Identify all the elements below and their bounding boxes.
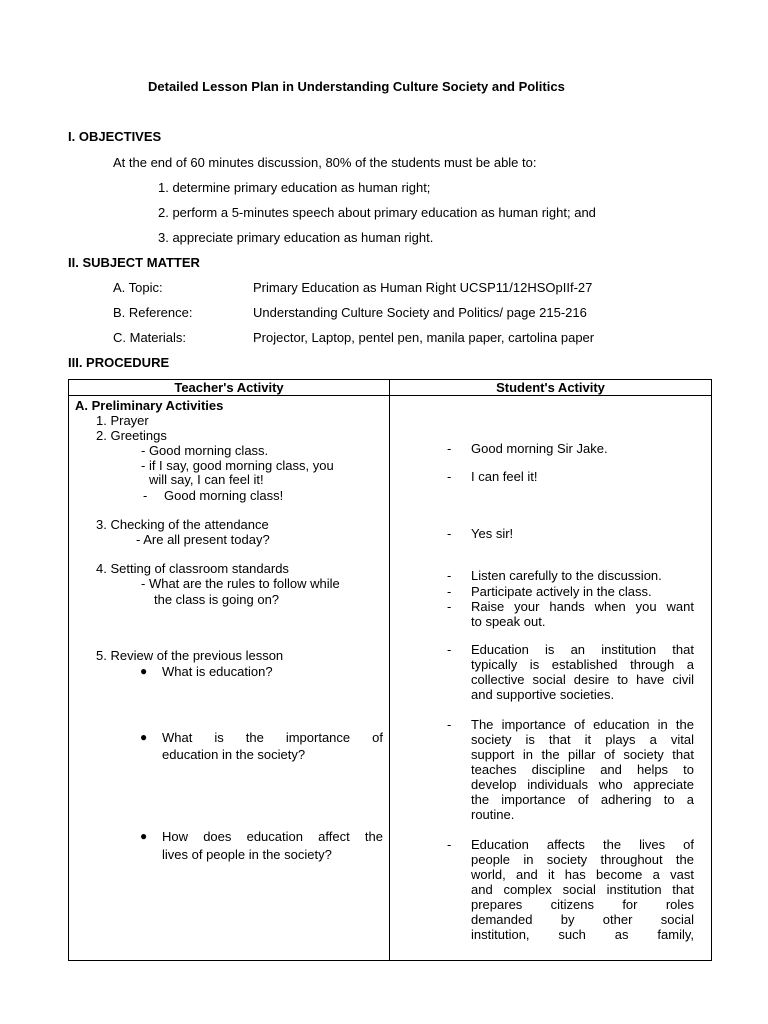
procedure-heading: III. PROCEDURE [68,355,170,370]
reference-value: Understanding Culture Society and Politics/ page 215-216 [253,305,587,320]
teacher-activity-header: Teacher's Activity [69,380,390,396]
greeting-line: - Good morning class. [141,443,269,458]
attendance-question: - Are all present today? [136,532,270,547]
student-activity-header: Student's Activity [390,380,712,396]
answer-line: and supportive societies. [471,687,615,702]
teacher-activity-cell [69,396,390,961]
objective-item: 3. appreciate primary education as human right. [158,230,434,245]
objectives-heading: I. OBJECTIVES [68,129,162,144]
topic-value: Primary Education as Human Right UCSP11/12HSOpIIf-27 [253,280,593,295]
answer-line: Education affects the lives of [471,837,694,852]
student-answer: Listen carefully to the discussion. [471,568,662,583]
greetings-item: 2. Greetings [96,428,167,443]
standards-item: 4. Setting of classroom standards [96,561,289,576]
answer-line: prepares citizens for roles [471,897,694,912]
student-answer: Participate actively in the class. [471,584,652,599]
answer-dash: - [447,717,452,732]
bullet-icon: ● [140,664,148,678]
review-item: 5. Review of the previous lesson [96,648,284,663]
answer-line: and complex social institution that [471,882,694,897]
answer-line: institution, such as family, [471,927,694,942]
student-answer: I can feel it! [471,469,538,484]
review-question: lives of people in the society? [162,847,332,862]
answer-dash: - [447,584,452,599]
standards-question: - What are the rules to follow while [141,576,340,591]
bullet-icon: ● [140,730,148,744]
subject-matter-heading: II. SUBJECT MATTER [68,255,200,270]
answer-line: develop individuals who appreciate [471,777,694,792]
answer-line: world, and it has become a vast [471,867,694,882]
answer-dash: - [447,441,452,456]
materials-value: Projector, Laptop, pentel pen, manila paper, cartolina paper [253,330,595,345]
reference-label: B. Reference: [113,305,193,320]
topic-label: A. Topic: [113,280,163,295]
review-question: How does education affect the [162,829,383,844]
answer-line: the importance of adhering to a [471,792,694,807]
answer-line: The importance of education in the [471,717,694,732]
student-answer: Raise your hands when you want [471,599,694,614]
answer-dash: - [447,599,452,614]
answer-line: typically is established through a [471,657,694,672]
prayer-item: 1. Prayer [96,413,149,428]
objectives-intro: At the end of 60 minutes discussion, 80% of the students must be able to: [113,155,537,170]
answer-line: people in society throughout the [471,852,694,867]
answer-line: support in the pillar of society that [471,747,694,762]
answer-dash: - [447,568,452,583]
greeting-dash: - [143,488,148,503]
answer-dash: - [447,837,452,852]
greeting-line: will say, I can feel it! [149,472,264,487]
greeting-line: - if I say, good morning class, you [141,458,334,473]
answer-dash: - [447,469,452,484]
student-activity-cell [390,396,712,961]
standards-question: the class is going on? [154,592,280,607]
answer-line: Education is an institution that [471,642,694,657]
review-question: education in the society? [162,747,306,762]
procedure-table [68,379,712,961]
preliminary-activities-heading: A. Preliminary Activities [75,398,224,413]
materials-label: C. Materials: [113,330,186,345]
answer-line: routine. [471,807,515,822]
objective-item: 2. perform a 5-minutes speech about primary education as human right; and [158,205,596,220]
answer-line: collective social desire to have civil [471,672,694,687]
answer-line: society is that it plays a vital [471,732,694,747]
bullet-icon: ● [140,829,148,843]
student-answer: Good morning Sir Jake. [471,441,608,456]
answer-line: demanded by other social [471,912,694,927]
attendance-item: 3. Checking of the attendance [96,517,269,532]
review-question: What is the importance of [162,730,383,745]
greeting-line: Good morning class! [164,488,284,503]
answer-dash: - [447,642,452,657]
student-answer: Yes sir! [471,526,514,541]
page-title: Detailed Lesson Plan in Understanding Culture Society and Politics [148,79,565,94]
student-answer: to speak out. [471,614,546,629]
objective-item: 1. determine primary education as human right; [158,180,431,195]
answer-dash: - [447,526,452,541]
review-question: What is education? [162,664,273,679]
answer-line: teaches discipline and helps to [471,762,694,777]
